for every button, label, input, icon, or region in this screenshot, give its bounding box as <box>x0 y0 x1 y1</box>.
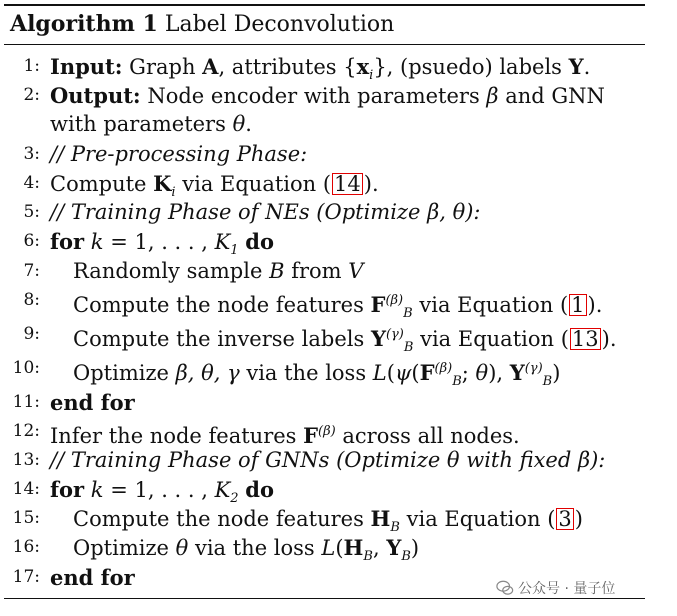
algorithm-line <box>0 446 677 475</box>
subscript: i <box>369 68 374 84</box>
line-number: 7: <box>23 261 40 281</box>
text: . <box>583 55 591 79</box>
text: ). <box>601 327 617 351</box>
equation-ref-link[interactable]: 3 <box>558 507 572 531</box>
header-rule <box>4 44 645 45</box>
keyword: for <box>50 477 85 502</box>
text: from <box>284 259 349 283</box>
subscript: B <box>390 520 400 536</box>
subscript: B <box>403 306 413 322</box>
top-rule <box>4 4 645 6</box>
math-symbol: β, θ, γ <box>175 361 240 385</box>
bold-symbol: A <box>202 54 219 79</box>
algorithm-line <box>0 388 677 417</box>
line-text <box>50 110 252 139</box>
text: ) <box>552 361 561 385</box>
line-text <box>50 446 605 475</box>
keyword: end for <box>50 565 135 590</box>
watermark <box>496 578 615 598</box>
line-number: 9: <box>23 324 40 344</box>
equation-ref-link[interactable]: 14 <box>334 172 361 196</box>
algorithm-line <box>0 198 677 227</box>
bottom-rule <box>4 598 645 599</box>
line-text <box>50 198 481 227</box>
bold-symbol: Y <box>509 360 525 385</box>
calligraphic-symbol: L <box>321 536 336 560</box>
line-number: 2: <box>23 85 40 105</box>
bold-symbol: F <box>419 360 435 385</box>
algorithm-line <box>0 257 677 286</box>
line-number: 3: <box>23 144 40 164</box>
algorithm-line <box>0 286 677 322</box>
text: via Equation ( <box>175 172 332 196</box>
math-symbol: K <box>214 230 231 254</box>
text <box>84 478 91 502</box>
text: Optimize <box>73 361 176 385</box>
subscript: 2 <box>230 491 239 507</box>
line-number: 14: <box>12 479 40 499</box>
algorithm-line <box>0 354 677 390</box>
text: Node encoder with parameters <box>140 84 487 108</box>
keyword: for <box>50 229 85 254</box>
superscript: (β) <box>434 361 453 376</box>
text: ( <box>411 361 420 385</box>
subscript: 1 <box>230 243 239 259</box>
text: ) <box>410 536 420 560</box>
text: with parameters <box>50 112 233 136</box>
subscript: B <box>363 549 373 565</box>
text: Compute <box>50 172 154 196</box>
algorithm-line <box>0 81 677 110</box>
math-symbol: θ <box>175 536 189 560</box>
line-text <box>50 563 135 593</box>
calligraphic-symbol: B <box>269 259 285 283</box>
bold-symbol: H <box>370 506 391 531</box>
algorithm-header <box>10 9 394 40</box>
math-symbol: β <box>486 84 499 108</box>
text: via the loss <box>188 536 322 560</box>
line-number: 15: <box>12 508 40 528</box>
subscript: B <box>403 340 414 356</box>
math-symbol: K <box>214 478 231 502</box>
algorithm-label: Algorithm 1 <box>10 11 158 37</box>
keyword: end for <box>50 390 135 415</box>
text: Optimize <box>73 536 176 560</box>
keyword: Output: <box>50 83 141 108</box>
line-text <box>50 140 307 169</box>
wechat-icon <box>496 579 514 597</box>
calligraphic-symbol: V <box>348 259 364 283</box>
bold-symbol: F <box>303 423 319 448</box>
algorithm-line <box>0 475 677 507</box>
bold-symbol: Y <box>370 326 386 351</box>
keyword: do <box>245 229 274 254</box>
comment: // Training Phase of NEs (Optimize β, θ): <box>50 200 481 224</box>
watermark-text: 公众号 · 量子位 <box>518 581 616 597</box>
text: Compute the inverse labels <box>73 327 371 351</box>
comment: // Pre-processing Phase: <box>50 142 308 166</box>
line-number: 16: <box>12 537 40 557</box>
bold-symbol: K <box>153 171 172 196</box>
algorithm-line <box>0 169 677 201</box>
subscript: B <box>542 374 553 390</box>
bold-symbol: x <box>356 54 370 79</box>
text: , <box>372 536 387 560</box>
text: ). <box>587 293 603 317</box>
superscript: (β) <box>385 293 404 308</box>
text: via Equation ( <box>413 327 569 351</box>
line-text <box>50 388 135 418</box>
line-number: 17: <box>12 567 40 587</box>
algorithm-title: Label Deconvolution <box>164 12 395 37</box>
line-number: 13: <box>12 450 40 470</box>
line-number: 1: <box>23 56 40 76</box>
text <box>84 230 91 254</box>
line-number: 10: <box>12 358 40 378</box>
text: , attributes { <box>218 55 357 79</box>
line-number: 8: <box>23 290 40 310</box>
text: ( <box>386 361 395 385</box>
text: ), <box>488 361 510 385</box>
bold-symbol: Y <box>568 54 584 79</box>
algorithm-line <box>0 504 677 536</box>
line-number: 5: <box>23 202 40 222</box>
subscript: i <box>171 185 176 201</box>
bold-symbol: Y <box>386 535 402 560</box>
text: ). <box>363 172 379 196</box>
equation-ref-link[interactable]: 1 <box>571 293 585 317</box>
text: ; <box>461 361 476 385</box>
line-text <box>50 81 605 111</box>
text: . <box>245 112 252 136</box>
algorithm-line <box>0 52 677 84</box>
math-symbol: k <box>90 478 104 502</box>
line-number: 4: <box>23 173 40 193</box>
text: Graph <box>122 55 203 79</box>
text: Randomly sample <box>73 259 270 283</box>
text: = 1, . . . , <box>103 230 215 254</box>
subscript: B <box>401 549 411 565</box>
math-symbol: θ <box>232 112 246 136</box>
bold-symbol: F <box>370 292 386 317</box>
keyword: Input: <box>50 54 123 79</box>
text: and GNN <box>498 84 605 108</box>
math-symbol: θ <box>475 361 489 385</box>
bold-symbol: H <box>343 535 364 560</box>
algorithm-line <box>0 227 677 259</box>
math-symbol: k <box>90 230 104 254</box>
math-symbol: ψ <box>394 361 412 385</box>
equation-ref-link[interactable]: 13 <box>571 327 599 351</box>
line-number: 12: <box>12 421 40 441</box>
text: }, (psuedo) labels <box>373 55 569 79</box>
text: = 1, . . . , <box>103 478 215 502</box>
text: ) <box>574 507 583 531</box>
comment: // Training Phase of GNNs (Optimize θ with fixed β): <box>50 448 606 472</box>
text: across all nodes. <box>335 424 520 448</box>
algorithm-line <box>0 110 677 139</box>
keyword: do <box>245 477 274 502</box>
text: ( <box>335 536 344 560</box>
algorithm-line <box>0 417 677 446</box>
line-number: 11: <box>12 392 40 412</box>
superscript: (β) <box>318 424 336 439</box>
algorithm-line <box>0 533 677 565</box>
text: via Equation ( <box>399 507 556 531</box>
line-number: 6: <box>23 231 40 251</box>
algorithm-line <box>0 320 677 356</box>
superscript: (γ) <box>524 361 543 376</box>
text: Compute the node features <box>73 507 371 531</box>
text: Infer the node features <box>50 424 304 448</box>
text: via the loss <box>239 361 373 385</box>
text: Compute the node features <box>73 293 371 317</box>
algorithm-line <box>0 140 677 169</box>
line-text <box>73 257 363 286</box>
subscript: B <box>452 374 462 390</box>
calligraphic-symbol: L <box>372 361 387 385</box>
text: via Equation ( <box>412 293 569 317</box>
superscript: (γ) <box>385 327 404 342</box>
